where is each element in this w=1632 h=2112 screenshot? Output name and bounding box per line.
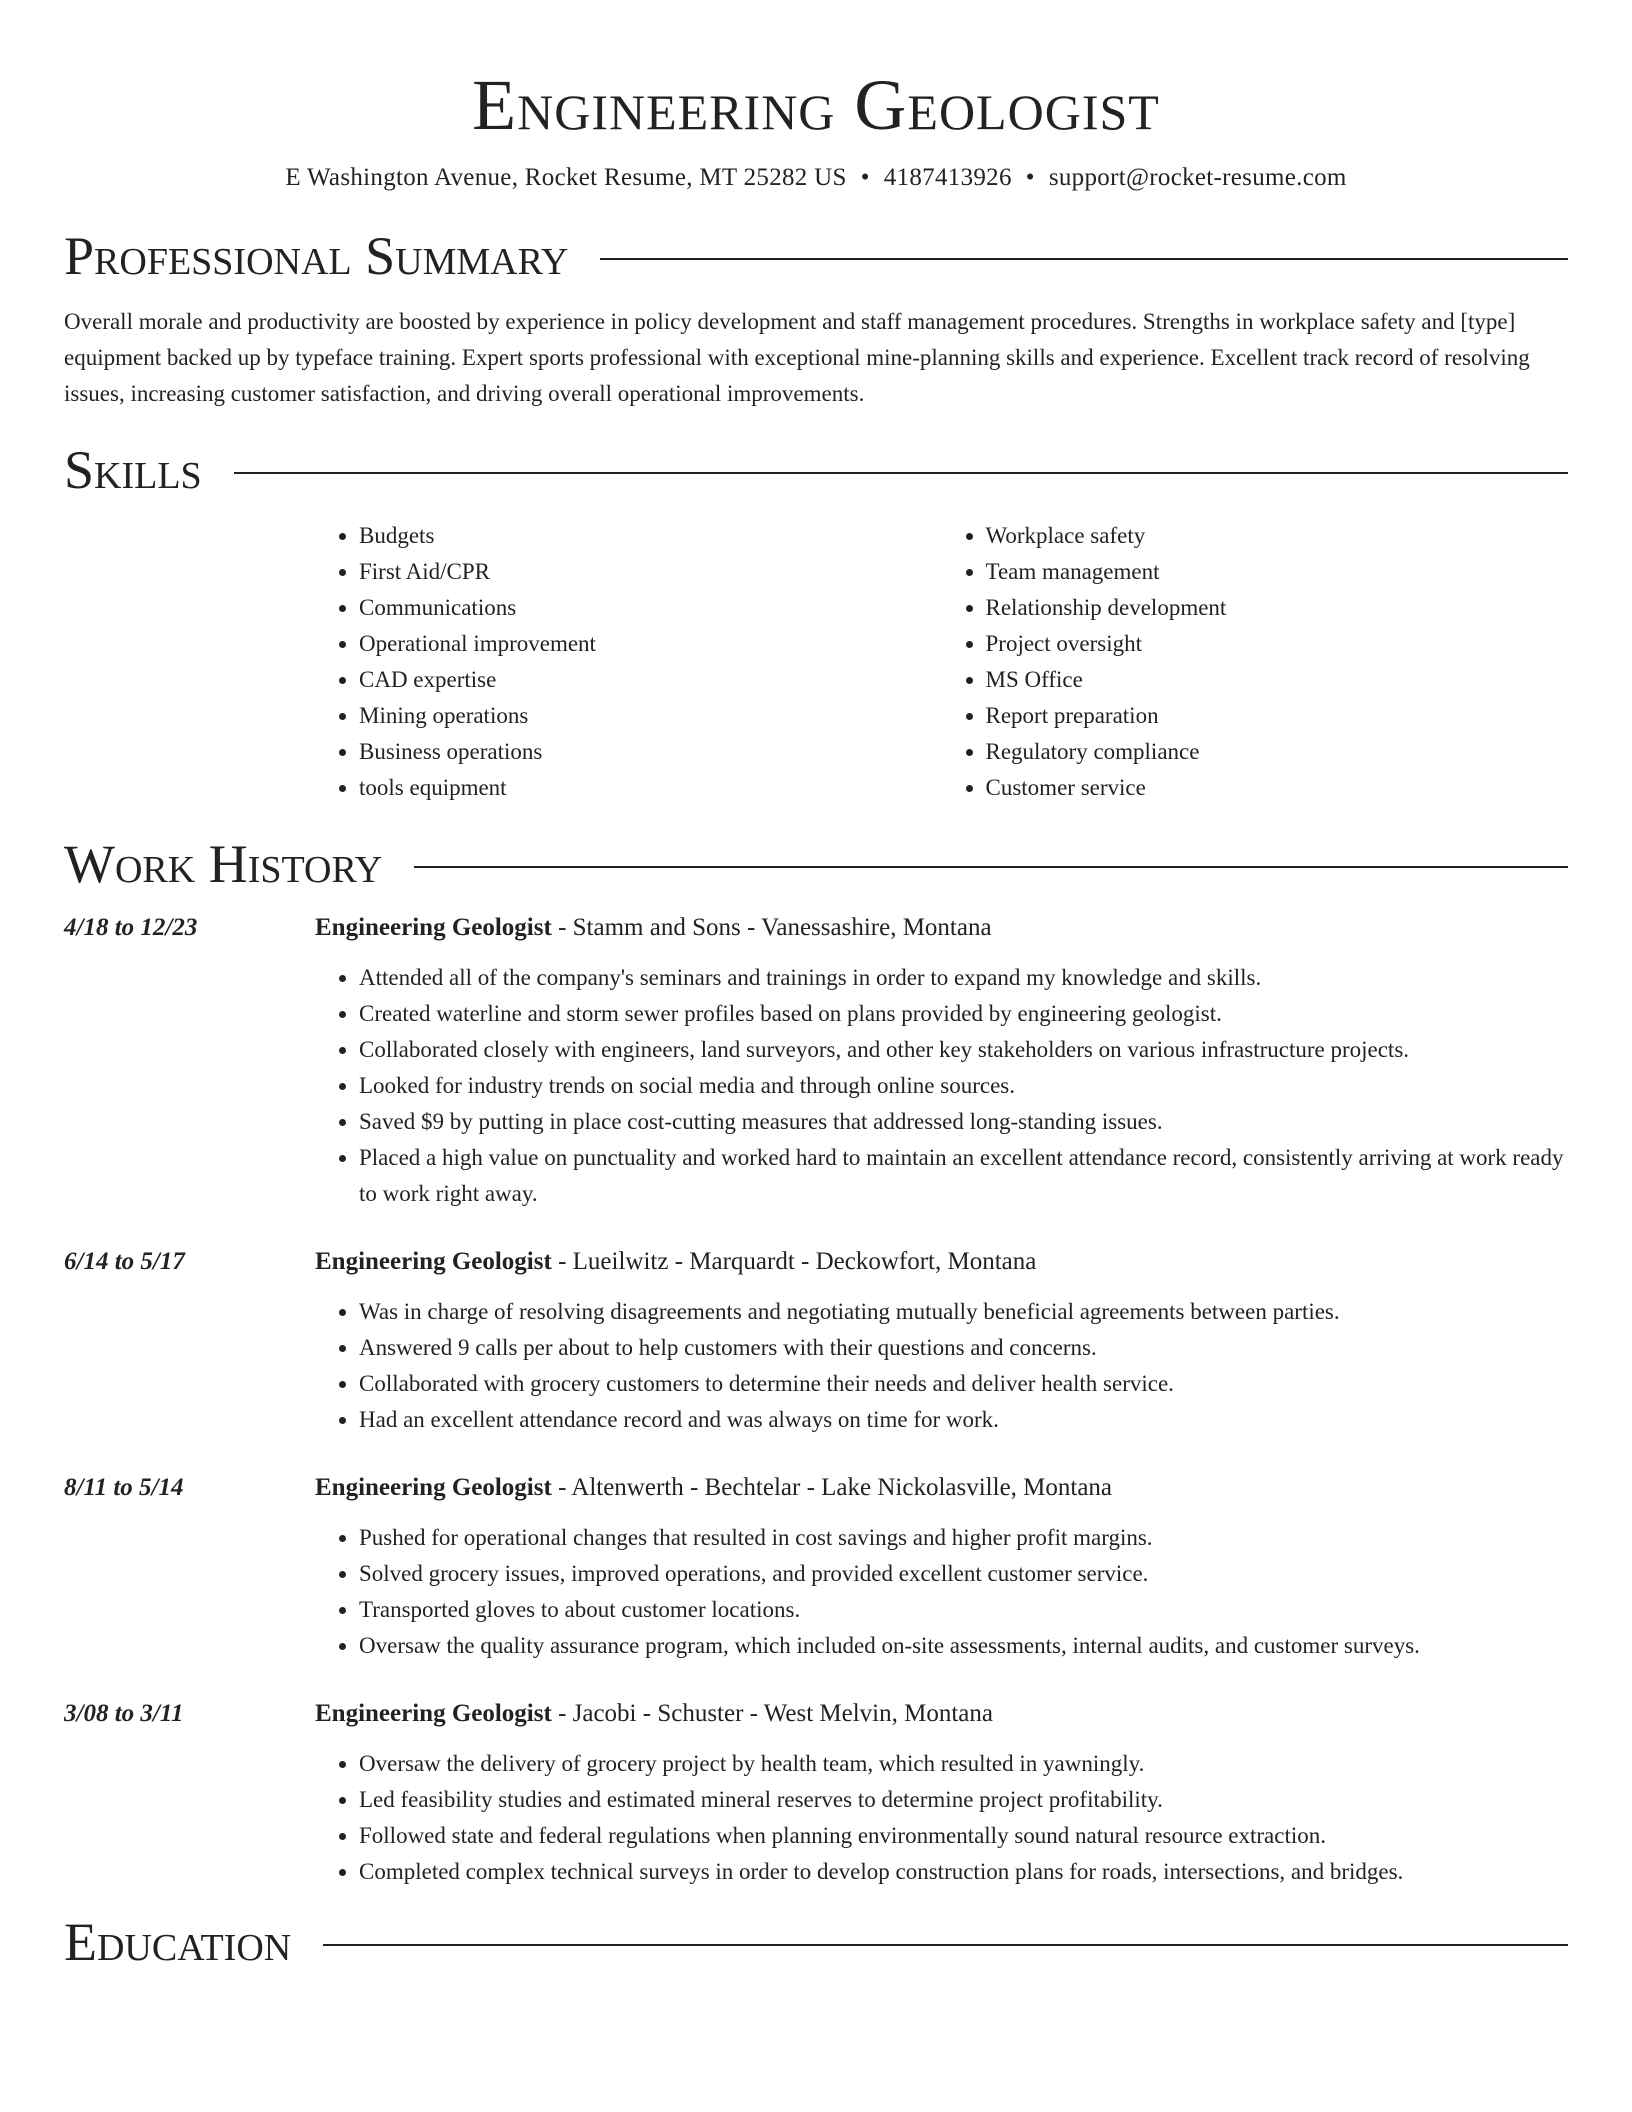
skill-item: • MS Office	[986, 662, 1569, 698]
job-bullets	[315, 1520, 1568, 1664]
skills-column-right	[942, 518, 1569, 806]
contact-address: E Washington Avenue, Rocket Resume, MT 25282 US	[285, 164, 847, 191]
job-bullet: • Saved $9 by putting in place cost-cutting measures that addressed long-standing issues.	[359, 1104, 1568, 1140]
job-bullet: • Attended all of the company's seminars and trainings in order to expand my knowledge and skills.	[359, 960, 1568, 996]
job-company: - Stamm and Sons - Vanessashire, Montana	[551, 914, 992, 941]
job-bullet: • Collaborated closely with engineers, land surveyors, and other key stakeholders on various infrastructure projects.	[359, 1032, 1568, 1068]
job-entry	[64, 1244, 1568, 1438]
skills-column-left	[315, 518, 942, 806]
job-bullet: • Oversaw the delivery of grocery project by health team, which resulted in yawningly.	[359, 1746, 1568, 1782]
job-bullets	[315, 1294, 1568, 1438]
job-bullet: • Was in charge of resolving disagreements and negotiating mutually beneficial agreements between parties.	[359, 1294, 1568, 1330]
job-bullet: • Answered 9 calls per about to help customers with their questions and concerns.	[359, 1330, 1568, 1366]
skill-item: • Project oversight	[986, 626, 1569, 662]
skill-item: • Team management	[986, 554, 1569, 590]
job-bullet: • Had an excellent attendance record and was always on time for work.	[359, 1402, 1568, 1438]
summary-text: Overall morale and productivity are boosted by experience in policy development and staff management procedures. Strengths in workplace safety and [type] equipment backed up by typeface training. Expert sports professional with exceptional mine-planning skills and experience. Excellent track record of resolving issues, increasing customer satisfaction, and driving overall operational improvements.	[64, 309, 1530, 406]
job-title: Engineering Geologist	[315, 1700, 552, 1727]
job-header	[64, 1470, 1568, 1506]
contact-line	[64, 162, 1568, 194]
job-bullet: • Completed complex technical surveys in order to develop construction plans for roads, intersections, and bridges.	[359, 1854, 1568, 1890]
job-header	[64, 1696, 1568, 1732]
job-dates: 3/08 to 3/11	[64, 1700, 184, 1727]
job-dates: 6/14 to 5/17	[64, 1248, 185, 1275]
skill-item: • Workplace safety	[986, 518, 1569, 554]
job-title: Engineering Geologist	[315, 1474, 552, 1501]
candidate-name: Engineering Geologist	[472, 65, 1160, 145]
section-divider	[234, 472, 1568, 474]
skill-item: • Regulatory compliance	[986, 734, 1569, 770]
job-bullet: • Collaborated with grocery customers to determine their needs and deliver health service.	[359, 1366, 1568, 1402]
contact-phone: 4187413926	[883, 164, 1012, 191]
job-bullets	[315, 1746, 1568, 1890]
contact-separator: •	[1025, 164, 1035, 191]
job-bullet: • Solved grocery issues, improved operations, and provided excellent customer service.	[359, 1556, 1568, 1592]
job-title: Engineering Geologist	[315, 1248, 552, 1275]
contact-separator: •	[860, 164, 870, 191]
job-bullet: • Transported gloves to about customer locations.	[359, 1592, 1568, 1628]
work-section-header	[64, 832, 1568, 896]
skill-item: • Report preparation	[986, 698, 1569, 734]
job-bullet: • Followed state and federal regulations when planning environmentally sound natural resource extraction.	[359, 1818, 1568, 1854]
skill-item: • Communications	[359, 590, 942, 626]
job-bullet: • Placed a high value on punctuality and worked hard to maintain an excellent attendance record, consistently arriving at work ready to work right away.	[359, 1140, 1568, 1212]
job-bullet: • Created waterline and storm sewer profiles based on plans provided by engineering geologist.	[359, 996, 1568, 1032]
section-divider	[323, 1944, 1568, 1946]
skills-heading: Skills	[64, 440, 202, 500]
contact-email: support@rocket-resume.com	[1048, 164, 1347, 191]
job-bullet: • Led feasibility studies and estimated mineral reserves to determine project profitability.	[359, 1782, 1568, 1818]
skill-item: • Business operations	[359, 734, 942, 770]
education-heading: Education	[64, 1912, 292, 1972]
job-company: - Altenwerth - Bechtelar - Lake Nickolasville, Montana	[551, 1474, 1113, 1501]
section-divider	[414, 866, 1568, 868]
summary-heading: Professional Summary	[64, 226, 569, 286]
resume-page	[64, 0, 1568, 1974]
job-title: Engineering Geologist	[315, 914, 552, 941]
skill-item: • Budgets	[359, 518, 942, 554]
job-bullet: • Oversaw the quality assurance program, which included on-site assessments, internal audits, and customer surveys.	[359, 1628, 1568, 1664]
skill-item: • Customer service	[986, 770, 1569, 806]
job-company: - Lueilwitz - Marquardt - Deckowfort, Montana	[551, 1248, 1037, 1275]
job-company: - Jacobi - Schuster - West Melvin, Montana	[551, 1700, 993, 1727]
job-entry	[64, 1470, 1568, 1664]
job-entry	[64, 910, 1568, 1212]
job-entry	[64, 1696, 1568, 1890]
job-bullet: • Looked for industry trends on social media and through online sources.	[359, 1068, 1568, 1104]
skills-section-header	[64, 438, 1568, 502]
section-divider	[600, 258, 1568, 260]
job-bullets	[315, 960, 1568, 1212]
job-dates: 4/18 to 12/23	[64, 914, 198, 941]
work-heading: Work History	[64, 834, 383, 894]
job-header	[64, 910, 1568, 946]
skills-list	[315, 518, 1568, 806]
education-section-header	[64, 1910, 1568, 1974]
job-dates: 8/11 to 5/14	[64, 1474, 184, 1501]
skill-item: • tools equipment	[359, 770, 942, 806]
skill-item: • Relationship development	[986, 590, 1569, 626]
summary-section-header	[64, 224, 1568, 288]
skill-item: • Mining operations	[359, 698, 942, 734]
job-header	[64, 1244, 1568, 1280]
skill-item: • Operational improvement	[359, 626, 942, 662]
skill-item: • First Aid/CPR	[359, 554, 942, 590]
job-bullet: • Pushed for operational changes that resulted in cost savings and higher profit margins.	[359, 1520, 1568, 1556]
skill-item: • CAD expertise	[359, 662, 942, 698]
